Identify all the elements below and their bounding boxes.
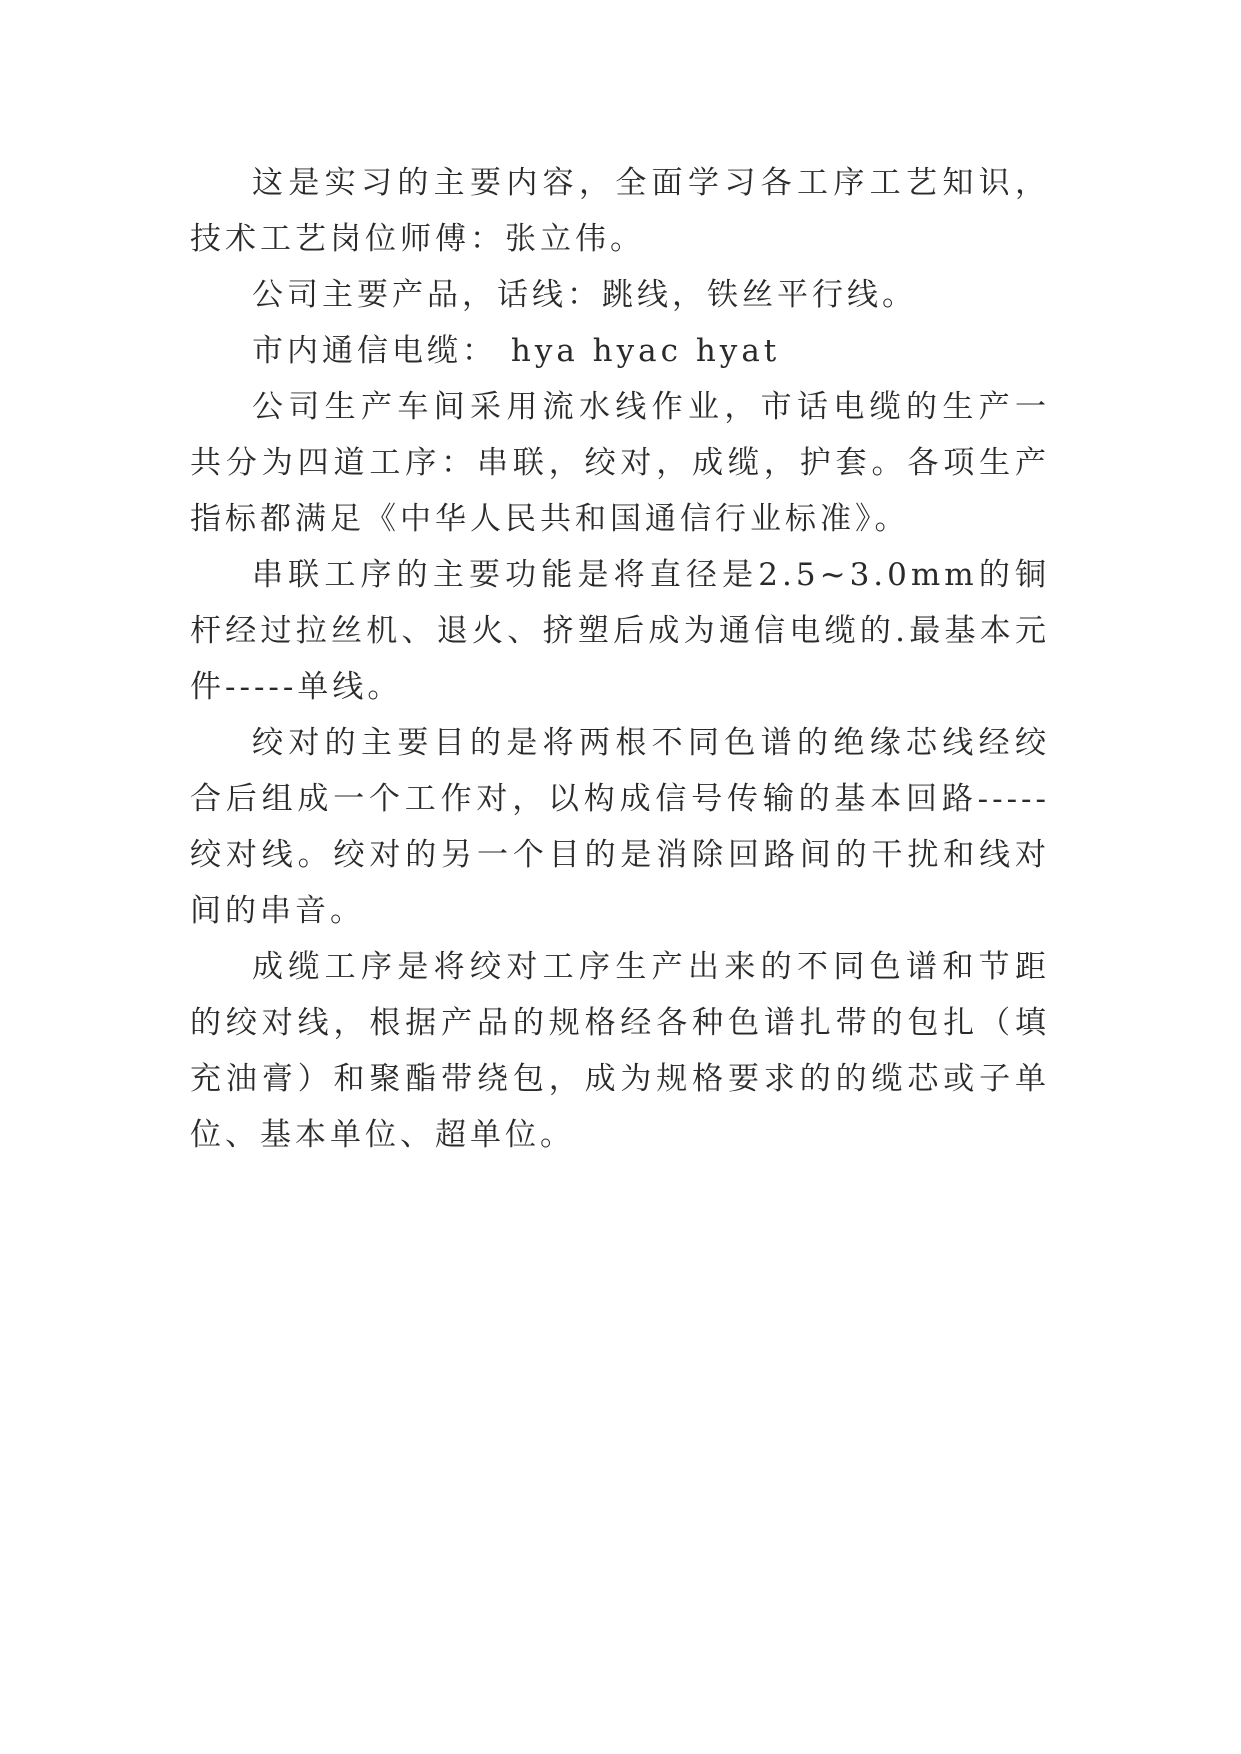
- paragraph-production-process: 公司生产车间采用流水线作业，市话电缆的生产一共分为四道工序：串联，绞对，成缆，护套。各项生产指标都满足《中华人民共和国通信行业标准》。: [190, 389, 1050, 537]
- document-body: [190, 155, 1050, 1163]
- paragraph-series-process: 串联工序的主要功能是将直径是2.5~3.0mm的铜杆经过拉丝机、退火、挤塑后成为通信电缆的.最基本元件-----单线。: [190, 557, 1050, 705]
- paragraph-internship-content: 这是实习的主要内容，全面学习各工序工艺知识，技术工艺岗位师傅：张立伟。: [190, 165, 1050, 257]
- paragraph-main-products: 公司主要产品，话线：跳线，铁丝平行线。: [252, 277, 917, 313]
- paragraph-city-cables: 市内通信电缆： hya hyac hyat: [252, 333, 781, 369]
- paragraph-twisting-process: 绞对的主要目的是将两根不同色谱的绝缘芯线经绞合后组成一个工作对，以构成信号传输的基本回路-----绞对线。绞对的另一个目的是消除回路间的干扰和线对间的串音。: [190, 725, 1050, 929]
- paragraph-cabling-process: 成缆工序是将绞对工序生产出来的不同色谱和节距的绞对线，根据产品的规格经各种色谱扎带的包扎（填充油膏）和聚酯带绕包，成为规格要求的的缆芯或子单位、基本单位、超单位。: [190, 949, 1050, 1153]
